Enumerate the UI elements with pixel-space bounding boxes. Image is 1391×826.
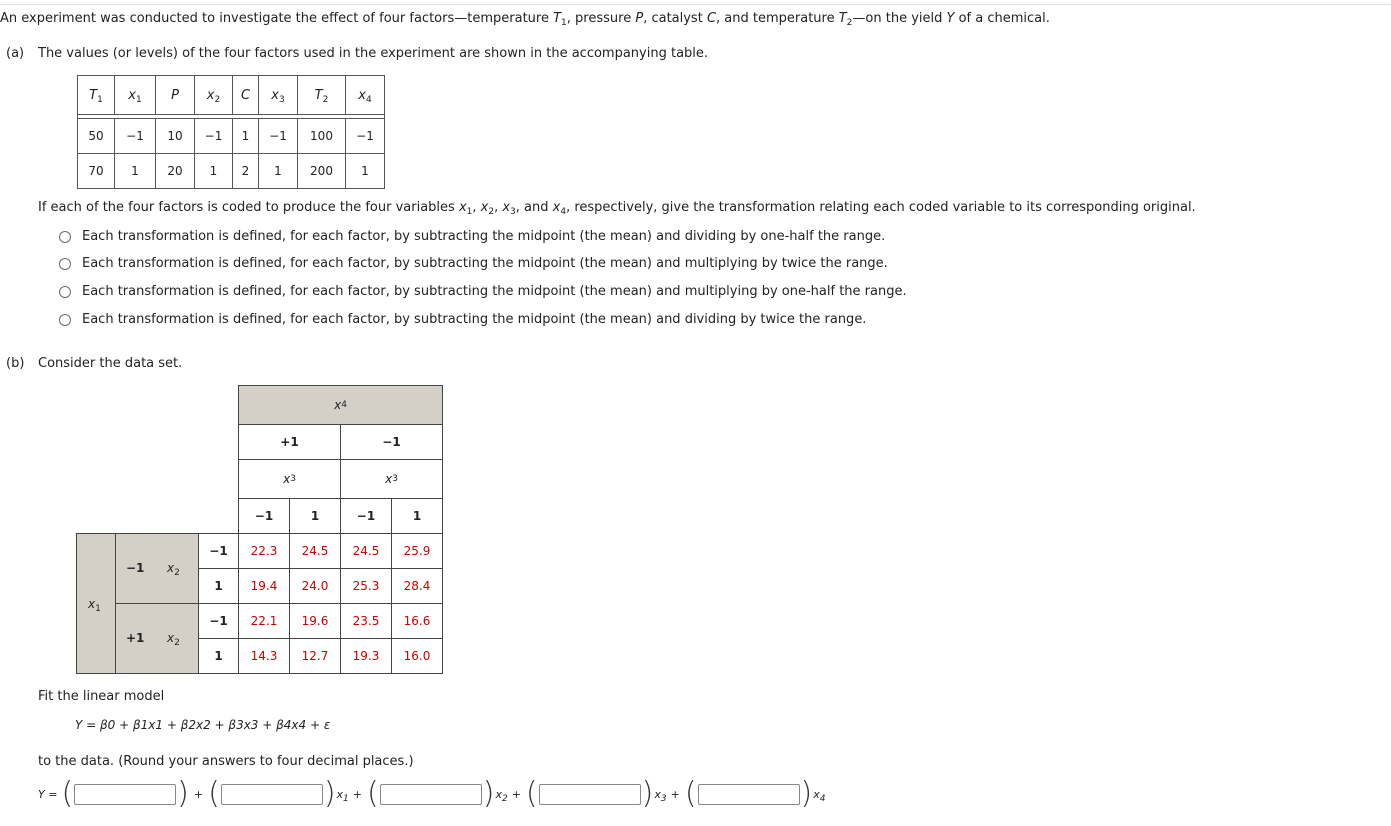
- x1-level: +1: [126, 631, 145, 645]
- table-cell: 1: [346, 154, 385, 189]
- beta0-input[interactable]: [74, 784, 176, 805]
- x4-term: $x_4$: [813, 787, 826, 804]
- x3-level: −1: [238, 498, 290, 534]
- top-divider: [0, 4, 1391, 5]
- x4-level: −1: [340, 424, 443, 460]
- beta4-input[interactable]: [698, 784, 800, 805]
- data-cell: 24.0: [289, 568, 341, 604]
- plus-sign: +: [670, 787, 680, 801]
- model-equation: Y = β0 + β1x1 + β2x2 + β3x3 + β4x4 + ε: [75, 718, 331, 732]
- table-cell: 100: [298, 119, 346, 154]
- data-cell: 19.4: [238, 568, 290, 604]
- beta3-input[interactable]: [539, 784, 641, 805]
- option-label: Each transformation is defined, for each factor, by subtracting the midpoint (the mean) and dividing by twice the range.: [82, 312, 867, 327]
- option-2[interactable]: [59, 256, 888, 271]
- answer-row: [38, 776, 826, 812]
- table-cell: 70: [78, 154, 115, 189]
- header-cell: $T_1$: [78, 76, 115, 115]
- data-cell: 16.6: [391, 603, 443, 639]
- x3-level: 1: [289, 498, 341, 534]
- radio-button[interactable]: [59, 314, 71, 326]
- answer-prefix: Y =: [38, 787, 58, 801]
- option-1[interactable]: [59, 229, 885, 244]
- x1-term: $x_1$: [336, 787, 349, 804]
- data-cell: 16.0: [391, 638, 443, 674]
- x2-label: $x_2$: [167, 561, 180, 578]
- intro-text: An experiment was conducted to investigate the effect of four factors—temperature $T_1$, pressure P, catalyst C, and temperature $T_2—on$ the yield Y of a chemical.: [0, 11, 1050, 28]
- x1-label: $x_1$: [88, 597, 101, 614]
- open-paren: (: [525, 776, 538, 811]
- table-row: [78, 154, 385, 189]
- table-cell: 20: [156, 154, 195, 189]
- x3-level: −1: [340, 498, 392, 534]
- part-b-text: Consider the data set.: [38, 356, 183, 371]
- data-cell: 14.3: [238, 638, 290, 674]
- plus-sign: +: [193, 787, 204, 801]
- table-cell: 2: [233, 154, 259, 189]
- table-cell: −1: [346, 119, 385, 154]
- header-cell: $T_2$: [298, 76, 346, 115]
- factor-levels-table: [77, 75, 385, 189]
- plus-sign: +: [352, 787, 362, 801]
- option-3[interactable]: [59, 284, 907, 299]
- data-cell: 24.5: [340, 533, 392, 569]
- data-cell: 19.3: [340, 638, 392, 674]
- x2-level: −1: [198, 603, 239, 639]
- option-label: Each transformation is defined, for each factor, by subtracting the midpoint (the mean) and multiplying by twice the range.: [82, 256, 888, 271]
- table-cell: 50: [78, 119, 115, 154]
- header-cell: P: [156, 76, 195, 115]
- table-cell: 1: [233, 119, 259, 154]
- data-cell: 12.7: [289, 638, 341, 674]
- close-paren: ): [177, 776, 189, 811]
- radio-button[interactable]: [59, 258, 71, 270]
- close-paren: ): [323, 776, 336, 811]
- table-cell: 10: [156, 119, 195, 154]
- x3-level: 1: [391, 498, 443, 534]
- part-a-text: The values (or levels) of the four factors used in the experiment are shown in the accompanying table.: [38, 46, 709, 61]
- data-cell: 22.1: [238, 603, 290, 639]
- header-cell: $x_2$: [195, 76, 233, 115]
- option-label: Each transformation is defined, for each factor, by subtracting the midpoint (the mean) and multiplying by one-half the range.: [82, 284, 907, 299]
- table-cell: −1: [195, 119, 233, 154]
- close-paren: ): [800, 776, 813, 811]
- x2-level: 1: [198, 638, 239, 674]
- header-cell: C: [233, 76, 259, 115]
- beta2-input[interactable]: [380, 784, 482, 805]
- fit-text: Fit the linear model: [38, 689, 165, 704]
- x2-term: $x_2$: [495, 787, 508, 804]
- data-cell: 19.6: [289, 603, 341, 639]
- table-cell: −1: [115, 119, 156, 154]
- x3-term: $x_3$: [654, 787, 667, 804]
- data-cell: 28.4: [391, 568, 443, 604]
- table-header-row: [78, 76, 385, 115]
- open-paren: (: [208, 776, 220, 811]
- radio-button[interactable]: [59, 286, 71, 298]
- data-cell: 23.5: [340, 603, 392, 639]
- option-label: Each transformation is defined, for each factor, by subtracting the midpoint (the mean) and dividing by one-half the range.: [82, 229, 886, 244]
- table-cell: 200: [298, 154, 346, 189]
- header-cell: $x_1$: [115, 76, 156, 115]
- open-paren: (: [367, 776, 379, 811]
- open-paren: (: [684, 776, 697, 811]
- part-a-question: If each of the four factors is coded to produce the four variables $x_1$, $x_2$, $x_3$, and $x_4$, respectively, give the transformation relating each coded variable to its corresponding original.: [38, 200, 1196, 217]
- x2-level: 1: [198, 568, 239, 604]
- x3-header: x 3: [340, 459, 443, 499]
- data-cell: 25.9: [391, 533, 443, 569]
- close-paren: ): [482, 776, 495, 811]
- table-cell: −1: [259, 119, 298, 154]
- beta1-input[interactable]: [221, 784, 323, 805]
- x4-header: x 4: [238, 385, 443, 425]
- data-cell: 24.5: [289, 533, 341, 569]
- table-cell: 1: [115, 154, 156, 189]
- part-b-label: (b): [6, 356, 25, 371]
- option-4[interactable]: [59, 312, 866, 327]
- header-cell: $x_4$: [346, 76, 385, 115]
- table-cell: 1: [259, 154, 298, 189]
- radio-button[interactable]: [59, 231, 71, 243]
- x2-level: −1: [198, 533, 239, 569]
- open-paren: (: [61, 776, 74, 811]
- part-a-label: (a): [6, 46, 25, 61]
- table-cell: 1: [195, 154, 233, 189]
- close-paren: ): [641, 776, 654, 811]
- x4-level: +1: [238, 424, 341, 460]
- x1-level: −1: [126, 561, 145, 575]
- x3-header: x 3: [238, 459, 341, 499]
- table-row: [78, 119, 385, 154]
- header-cell: $x_3$: [259, 76, 298, 115]
- x2-label: $x_2$: [167, 631, 180, 648]
- data-cell: 25.3: [340, 568, 392, 604]
- round-text: to the data. (Round your answers to four decimal places.): [38, 754, 414, 769]
- plus-sign: +: [511, 787, 521, 801]
- data-cell: 22.3: [238, 533, 290, 569]
